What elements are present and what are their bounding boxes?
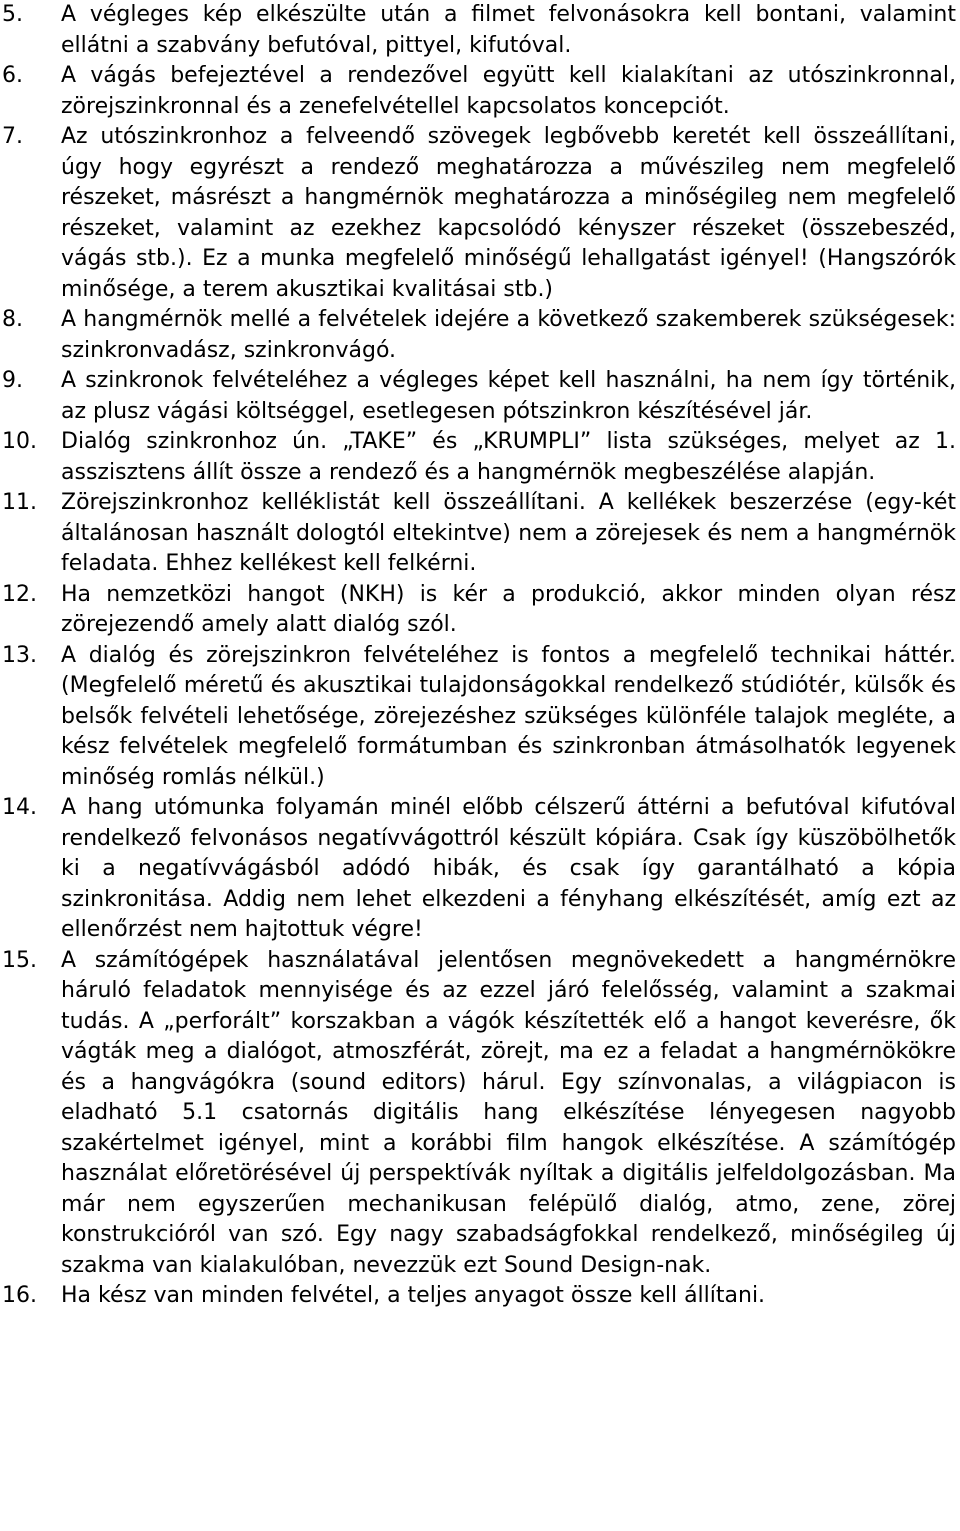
- list-item: [0, 0, 960, 61]
- item-number: 16.: [2, 1283, 37, 1308]
- list-item: [0, 488, 960, 580]
- list-item: [0, 427, 960, 488]
- item-number: 5.: [2, 2, 23, 27]
- list-item: [0, 641, 960, 794]
- item-number: 12.: [2, 581, 37, 607]
- list-item: [0, 946, 960, 1282]
- item-text: A számítógépek használatával jelentősen megnövekedett a hangmérnökre háruló feladatok mennyisége és az ezzel járó felelősség, valamint a szakmai tudás. A „perforált” korszakban a vágók készítették elő a hangot keverésre, ők vágták meg a dialógot, atmoszférát, zörejt, ma ez a feladat a hangmérnökökre és a hangvágókra (sound editors) hárul. Egy színvonalas, a világpiacon is eladható 5.1 csatornás digitális hang elkészítése lényegesen nagyobb szakértelmet igényel, mint a korábbi film hangok elkészítése. A számítógép használat előretörésével új perspektívák nyíltak a digitális jelfeldolgozásban. Ma már nem egyszerűen mechanikusan felépülő dialóg, atmo, zene, zörej konstrukcióról van szó. Egy nagy szabadságfokkal rendelkező, minőségileg új szakma van kialakulóban, nevezzük ezt Sound Design-nak.: [61, 947, 956, 1278]
- item-text: Zörejszinkronhoz kelléklistát kell összeállítani. A kellékek beszerzése (egy-két általánosan használt dologtól eltekintve) nem a zörejesek és nem a hangmérnök feladata. Ehhez kellékest kell felkérni.: [61, 490, 956, 576]
- item-text: Dialóg szinkronhoz ún. „TAKE” és „KRUMPLI” lista szükséges, melyet az 1. asszisztens állít össze a rendező és a hangmérnök megbeszélése alapján.: [61, 429, 956, 485]
- item-text: A hang utómunka folyamán minél előbb célszerű áttérni a befutóval kifutóval rendelkező felvonásos negatívvágottról készült kópiára. Csak így küszöbölhetők ki a negatívvágásból adódó hibák, és csak így garantálható a kópia szinkronitása. Addig nem lehet elkezdeni a fényhang elkészítését, amíg ezt az ellenőrzést nem hajtottuk végre!: [61, 795, 956, 942]
- item-number: 9.: [2, 368, 23, 393]
- item-number: 15.: [2, 947, 37, 973]
- item-number: 13.: [2, 642, 37, 668]
- list-item: [0, 122, 960, 305]
- list-item: [0, 366, 960, 427]
- item-text: Ha kész van minden felvétel, a teljes anyagot össze kell állítani.: [61, 1283, 766, 1308]
- item-number: 11.: [2, 490, 37, 515]
- item-text: A hangmérnök mellé a felvételek idejére a következő szakemberek szükségesek: szinkronvadász, szinkronvágó.: [61, 307, 956, 363]
- item-text: Az utószinkronhoz a felveendő szövegek legbővebb keretét kell összeállítani, úgy hogy egyrészt a rendező meghatározza a művészileg nem megfelelő részeket, másrészt a hangmérnök meghatározza a minőségileg nem megfelelő részeket, valamint az ezekhez kapcsolódó kényszer részeket (összebeszéd, vágás stb.). Ez a munka megfelelő minőségű lehallgatást igényel! (Hangszórók minősége, a terem akusztikai kvalitásai stb.): [61, 124, 956, 302]
- item-number: 7.: [2, 124, 23, 149]
- item-number: 14.: [2, 795, 37, 820]
- item-text: Ha nemzetközi hangot (NKH) is kér a produkció, akkor minden olyan rész zörejezendő amely alatt dialóg szól.: [61, 581, 956, 637]
- item-text: A végleges kép elkészülte után a filmet felvonásokra kell bontani, valamint ellátni a szabvány befutóval, pittyel, kifutóval.: [61, 2, 956, 58]
- list-item: [0, 1281, 960, 1312]
- item-number: 6.: [2, 63, 23, 88]
- item-number: 8.: [2, 307, 23, 332]
- list-item: [0, 580, 960, 641]
- item-text: A dialóg és zörejszinkron felvételéhez is fontos a megfelelő technikai háttér. (Megfelelő méretű és akusztikai tulajdonságokkal rendelkező stúdiótér, külsők és belsők felvételi lehetősége, zörejezéshez szükséges különféle talajok megléte, a kész felvételek megfelelő formátumban és szinkronban átmásolhatók legyenek minőség romlás nélkül.): [61, 642, 956, 790]
- item-number: 10.: [2, 429, 37, 454]
- list-item: [0, 305, 960, 366]
- list-item: [0, 793, 960, 946]
- list-item: [0, 61, 960, 122]
- item-text: A vágás befejeztével a rendezővel együtt kell kialakítani az utószinkronnal, zörejszinkronnal és a zenefelvétellel kapcsolatos koncepciót.: [61, 63, 956, 119]
- item-text: A szinkronok felvételéhez a végleges képet kell használni, ha nem így történik, az plusz vágási költséggel, esetlegesen pótszinkron készítésével jár.: [61, 368, 956, 424]
